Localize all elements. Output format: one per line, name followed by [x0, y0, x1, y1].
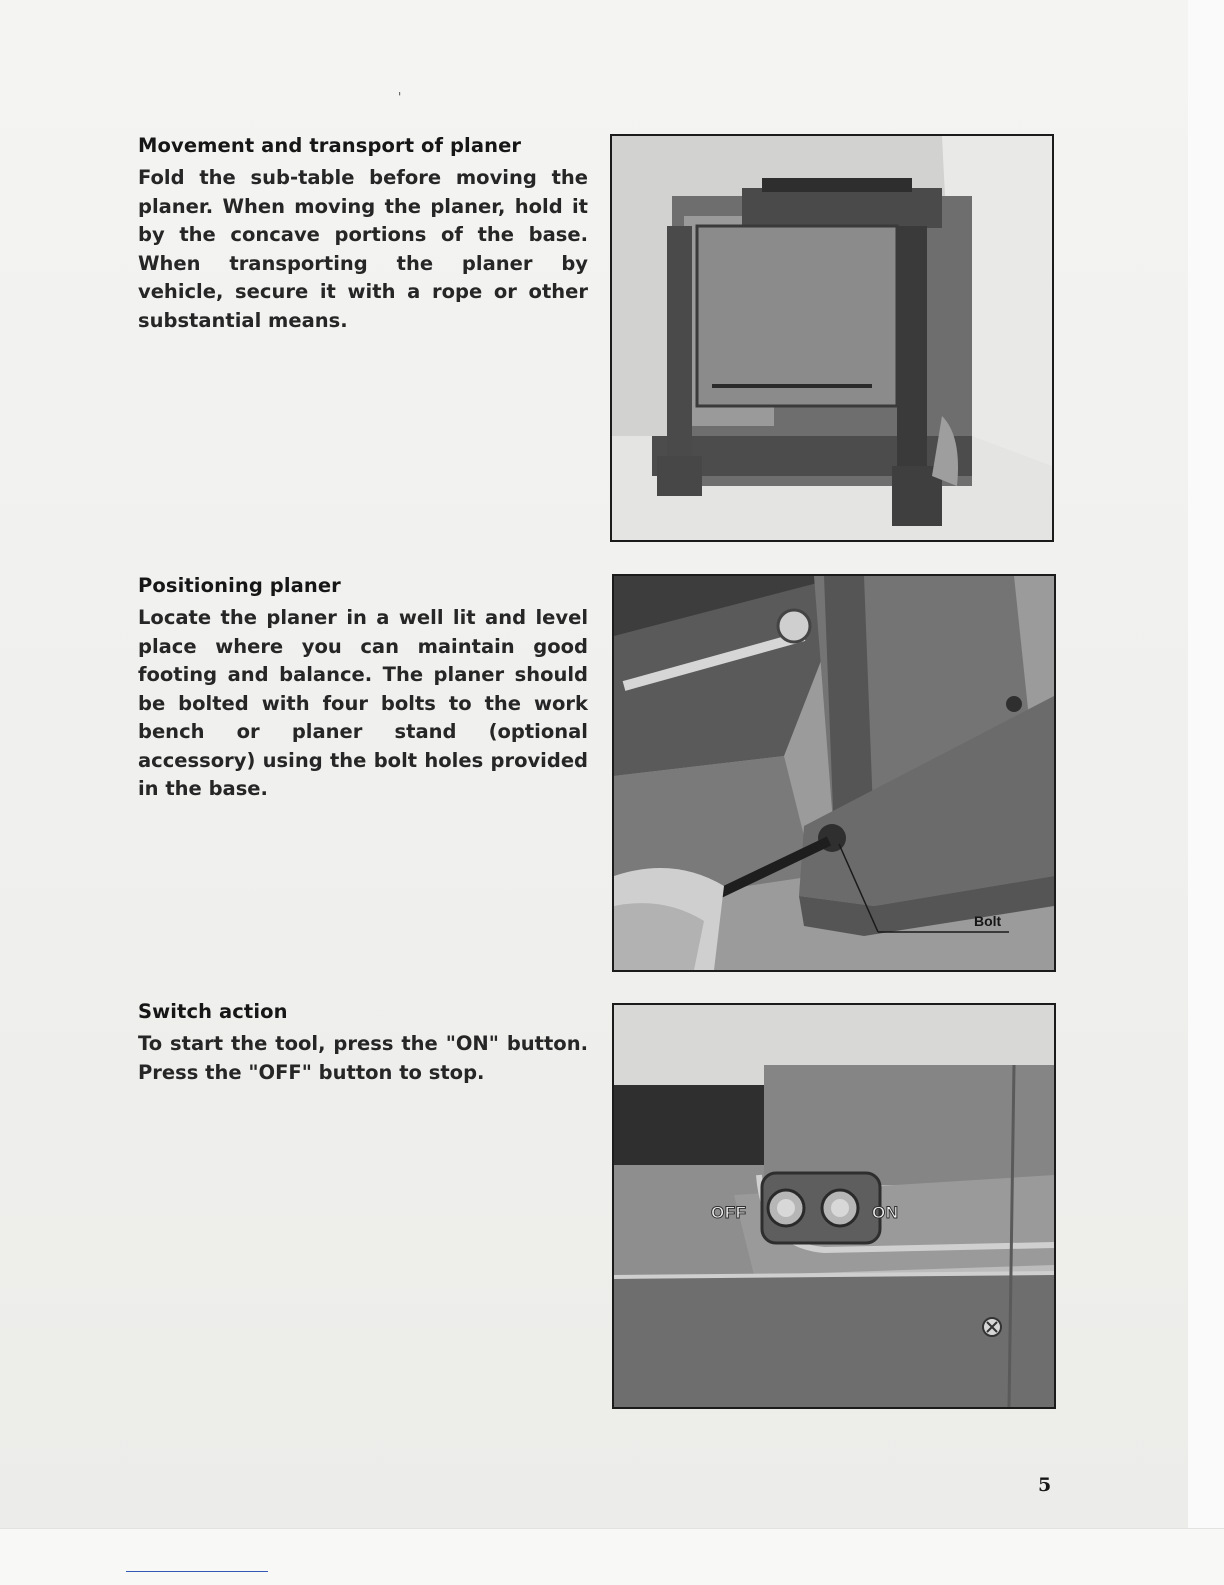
- section-switch-action: [138, 1000, 588, 1087]
- bottom-link-rule: [126, 1571, 268, 1572]
- section-heading: Movement and transport of planer: [138, 134, 522, 157]
- section-heading: Switch action: [138, 1000, 288, 1023]
- scan-speck: ': [398, 90, 402, 104]
- page-edge-bottom: [0, 1528, 1224, 1585]
- section-heading: Positioning planer: [138, 574, 341, 597]
- on-button-label: ON: [872, 1203, 899, 1222]
- page-number: 5: [1038, 1474, 1052, 1496]
- page-edge-right: [1188, 0, 1224, 1584]
- section-positioning-planer: [138, 574, 588, 804]
- photo-planer-carried: [610, 134, 1054, 542]
- section-body: To start the tool, press the "ON" button. Press the "OFF" button to stop.: [138, 1032, 588, 1084]
- section-body: Fold the sub-table before moving the planer. When moving the planer, hold it by the concave portions of the base. When transporting the planer by vehicle, secure it with a rope or other substantial means.: [138, 166, 588, 332]
- photo-bolting-planer: [612, 574, 1056, 972]
- section-body: Locate the planer in a well lit and level place where you can maintain good footing and balance. The planer should be bolted with four bolts to the work bench or planer stand (optional accessory) using the bolt holes provided in the base.: [138, 606, 588, 800]
- section-movement-transport: [138, 134, 588, 335]
- bolt-callout-label: Bolt: [974, 913, 1002, 929]
- photo-switch-panel: [612, 1003, 1056, 1409]
- off-button-label: OFF: [711, 1203, 747, 1222]
